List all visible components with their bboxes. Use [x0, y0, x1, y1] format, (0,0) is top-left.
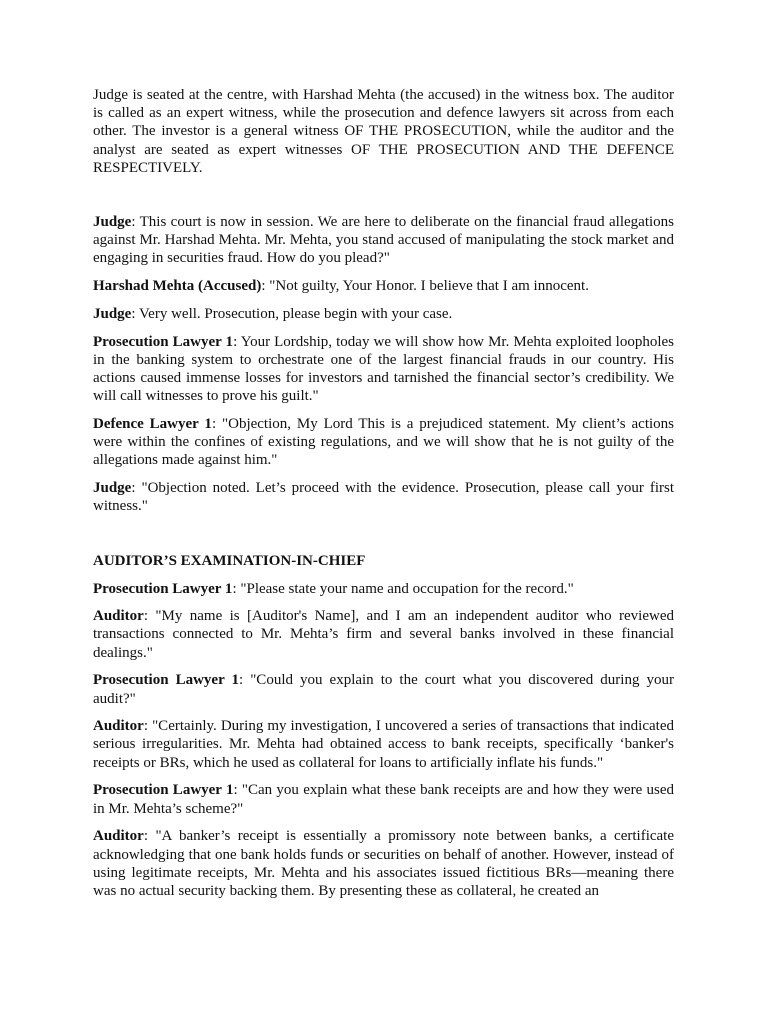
dialogue-text: "Could you explain to the court what you discovered during your audit?": [93, 672, 674, 707]
dialogue-line: [93, 781, 674, 817]
dialogue-line: [93, 827, 674, 900]
speaker-separator: :: [232, 580, 241, 597]
spacer: [93, 177, 674, 213]
dialogue-line: [93, 277, 674, 295]
speaker-name: Prosecution Lawyer 1: [93, 333, 234, 350]
dialogue-text: This court is now in session. We are here to deliberate on the financial fraud allegations against Mr. Harshad Mehta. Mr. Mehta, you stand accused of manipulating the stock market and engaging in securities fraud. How do you plead?": [93, 214, 674, 267]
speaker-name: Judge: [93, 305, 132, 322]
dialogue-line: [93, 305, 674, 323]
speaker-separator: :: [131, 479, 142, 496]
speaker-name: Prosecution Lawyer 1: [93, 672, 239, 689]
speaker-name: Auditor: [93, 718, 144, 735]
speaker-separator: :: [261, 278, 270, 295]
dialogue-text: "My name is [Auditor's Name], and I am an independent auditor who reviewed transactions connected to Mr. Mehta’s firm and several banks involved in these financial dealings.": [93, 608, 674, 661]
section-heading: AUDITOR’S EXAMINATION-IN-CHIEF: [93, 552, 366, 569]
dialogue-line: [93, 333, 674, 406]
dialogue-text: "Can you explain what these bank receipts are and how they were used in Mr. Mehta’s scheme?": [93, 782, 674, 817]
speaker-name: Prosecution Lawyer 1: [93, 580, 233, 597]
speaker-separator: :: [233, 333, 241, 350]
spacer: [93, 525, 674, 552]
speaker-name: Harshad Mehta (Accused): [93, 278, 262, 295]
dialogue-text: "Objection, My Lord This is a prejudiced statement. My client’s actions were within the confines of existing regulations, and we will show that he is not guilty of the allegations made against him.": [93, 415, 674, 469]
speaker-name: Judge: [93, 214, 132, 231]
dialogue-text: "Certainly. During my investigation, I uncovered a series of transactions that indicated serious irregularities. Mr. Mehta had obtained access to bank receipts, specifically ‘banker's receipts or BRs, which he used as collateral for loans to artificially inflate his funds.": [93, 718, 674, 771]
dialogue-line: [93, 580, 674, 598]
dialogue-text: "Objection noted. Let’s proceed with the evidence. Prosecution, please call your first witness.": [93, 479, 674, 515]
dialogue-line: [93, 607, 674, 662]
opening-dialogue: [93, 213, 674, 515]
speaker-name: Auditor: [93, 608, 144, 625]
scene-description: Judge is seated at the centre, with Harshad Mehta (the accused) in the witness box. The auditor is called as an expert witness, while the prosecution and defence lawyers sit across from each other. The investor is a general witness OF THE PROSECUTION, while the auditor and the analyst are seated as expert witnesses OF THE PROSECUTION AND THE DEFENCE RESPECTIVELY.: [93, 87, 674, 176]
speaker-name: Judge: [93, 479, 132, 496]
dialogue-text: Your Lordship, today we will show how Mr. Mehta exploited loopholes in the banking system to orchestrate one of the largest financial frauds in our country. His actions caused immense losses for investors and tarnished the financial sector’s credibility. We will call witnesses to prove his guilt.": [93, 333, 674, 405]
speaker-separator: :: [143, 718, 153, 735]
dialogue-line: [93, 415, 674, 470]
document-page: [93, 86, 674, 910]
speaker-separator: :: [131, 214, 140, 231]
speaker-separator: :: [131, 305, 139, 322]
speaker-separator: :: [211, 415, 222, 432]
speaker-name: Defence Lawyer 1: [93, 415, 212, 432]
speaker-separator: :: [143, 608, 156, 625]
dialogue-line: [93, 671, 674, 707]
dialogue-text: "A banker’s receipt is essentially a promissory note between banks, a certificate acknowledging that one bank holds funds or securities on behalf of another. However, instead of using legitimate receipts, Mr. Mehta and his associates issued fictitious BRs—meaning there was no actual security backing them. By presenting these as collateral, he created an: [93, 828, 674, 899]
dialogue-line: [93, 717, 674, 772]
dialogue-text: Very well. Prosecution, please begin with your case.: [139, 305, 453, 322]
speaker-separator: :: [233, 782, 242, 799]
dialogue-line: [93, 479, 674, 515]
speaker-separator: :: [238, 672, 251, 689]
speaker-separator: :: [143, 828, 156, 845]
speaker-name: Prosecution Lawyer 1: [93, 782, 234, 799]
dialogue-text: "Not guilty, Your Honor. I believe that I am innocent.: [269, 278, 589, 295]
examination-dialogue: [93, 580, 674, 901]
speaker-name: Auditor: [93, 828, 144, 845]
dialogue-line: [93, 213, 674, 268]
dialogue-text: "Please state your name and occupation for the record.": [240, 580, 574, 597]
